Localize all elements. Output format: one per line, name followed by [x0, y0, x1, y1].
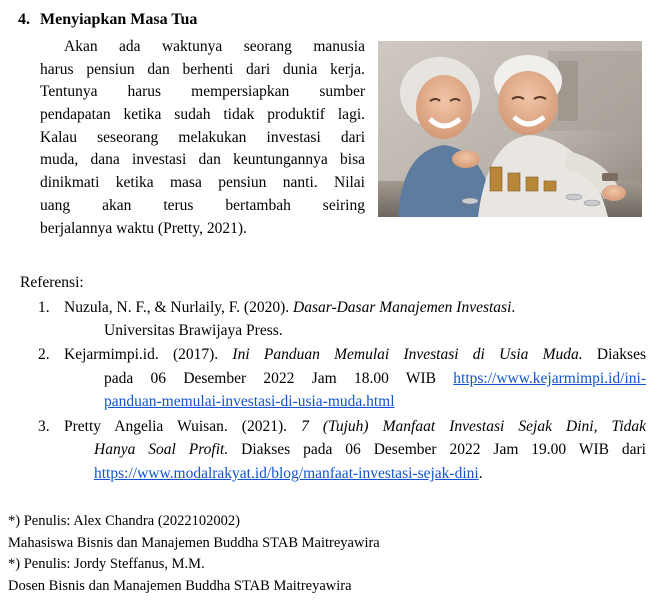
- section-title: Menyiapkan Masa Tua: [40, 11, 198, 28]
- reference-work: Hanya Soal Profit.: [94, 441, 229, 458]
- reference-publisher: Universitas Brawijaya Press.: [104, 322, 283, 339]
- elderly-couple-photo: [378, 41, 642, 217]
- reference-authors: Kejarmimpi.id. (2017).: [64, 346, 219, 363]
- paragraph-line: Kalau seseorang melakukan investasi dari: [40, 128, 365, 146]
- paragraph-line: Akan ada waktunya seorang manusia: [64, 38, 365, 55]
- reference-work: Ini Panduan Memulai Investasi di Usia Muda.: [232, 346, 583, 363]
- reference-number: 1.: [38, 299, 50, 316]
- reference-link[interactable]: https://www.kejarmimpi.id/ini-: [453, 370, 646, 387]
- paragraph-line: berjalannya waktu (Pretty, 2021).: [40, 219, 247, 237]
- section-heading: [18, 11, 197, 29]
- paragraph-line: pendapatan ketika sudah tidak produktif lagi.: [40, 106, 365, 124]
- reference-link-line: https://www.modalrakyat.id/blog/manfaat-investasi-sejak-dini.: [94, 465, 483, 482]
- reference-work: 7 (Tujuh) Manfaat Investasi Sejak Dini, Tidak: [301, 418, 647, 435]
- reference-item-3: [38, 418, 646, 436]
- paragraph-line: dinikmati ketika masa pensiun nanti. Nilai: [40, 174, 365, 192]
- reference-number: 3.: [38, 418, 50, 435]
- reference-line: pada 06 Desember 2022 Jam 18.00 WIB https://www.kejarmimpi.id/ini-: [104, 370, 646, 387]
- reference-authors: Pretty Angelia Wuisan. (2021).: [64, 418, 287, 435]
- author-affiliation: Mahasiswa Bisnis dan Manajemen Buddha STAB Maitreyawira: [8, 535, 380, 551]
- reference-link-continuation[interactable]: [104, 393, 395, 411]
- reference-number: 2.: [38, 346, 50, 363]
- author-affiliation: Dosen Bisnis dan Manajemen Buddha STAB Maitreyawira: [8, 578, 352, 594]
- paragraph-line: uang akan terus bertambah seiring: [40, 196, 365, 214]
- paragraph-line: harus pensiun dan berhenti dari dunia kerja.: [40, 60, 365, 78]
- reference-item-2: 2. Kejarmimpi.id. (2017). Ini Panduan Memulai Investasi di Usia Muda. Diakses: [38, 346, 646, 363]
- reference-link[interactable]: https://www.modalrakyat.id/blog/manfaat-investasi-sejak-dini: [94, 465, 479, 482]
- reference-line: Hanya Soal Profit. Diakses pada 06 Desember 2022 Jam 19.00 WIB dari: [94, 441, 646, 458]
- references-title: Referensi:: [20, 274, 84, 291]
- body-paragraph: [40, 36, 365, 240]
- author-note: *) Penulis: Alex Chandra (2022102002): [8, 513, 240, 529]
- author-note: *) Penulis: Jordy Steffanus, M.M.: [8, 556, 205, 572]
- reference-work: Dasar-Dasar Manajemen Investasi: [293, 299, 512, 316]
- reference-authors: Nuzula, N. F., & Nurlaily, F. (2020).: [64, 299, 290, 316]
- paragraph-line: Tentunya harus mempersiapkan sumber: [40, 83, 365, 101]
- paragraph-line: muda, dana investasi dan keuntungannya bisa: [40, 151, 365, 169]
- section-number: 4.: [18, 11, 30, 28]
- reference-link[interactable]: panduan-memulai-investasi-di-usia-muda.html: [104, 393, 395, 410]
- reference-item-1: 1. Nuzula, N. F., & Nurlaily, F. (2020). Dasar-Dasar Manajemen Investasi.: [38, 299, 516, 316]
